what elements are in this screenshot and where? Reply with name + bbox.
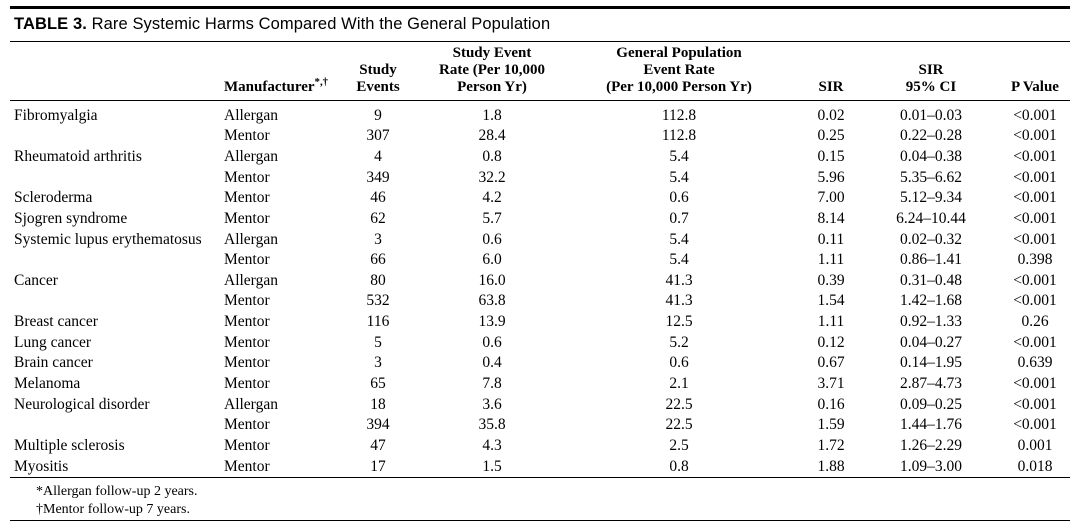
cell-p-value: <0.001 (1013, 333, 1057, 351)
cell-study-event-rate: 4.3 (482, 437, 502, 455)
harms-table-body (10, 105, 1078, 477)
table-row (10, 291, 1078, 312)
cell-gp-rate: 112.8 (661, 127, 697, 145)
table-body (10, 105, 1078, 477)
cell-study-event-rate: 4.2 (482, 189, 502, 207)
cell-sir-ci: 2.87–4.73 (900, 375, 962, 393)
cell-manufacturer: Mentor (224, 189, 270, 207)
table-row (10, 229, 1078, 250)
cell-study-events: 116 (366, 313, 390, 331)
cell-study-events: 17 (370, 457, 386, 475)
header-sir-ci-line2: 95% CI (905, 78, 957, 95)
cell-gp-rate: 0.7 (669, 209, 689, 227)
cell-condition: Breast cancer (14, 313, 98, 331)
cell-manufacturer: Mentor (224, 168, 270, 186)
table-row (10, 271, 1078, 292)
cell-manufacturer: Mentor (224, 354, 270, 372)
cell-gp-rate: 5.4 (669, 147, 689, 165)
cell-study-event-rate: 32.2 (478, 168, 506, 186)
table-row (10, 374, 1078, 395)
cell-p-value: <0.001 (1013, 375, 1057, 393)
cell-p-value: <0.001 (1013, 147, 1057, 165)
cell-sir: 0.02 (817, 106, 845, 124)
cell-sir-ci: 0.01–0.03 (900, 106, 962, 124)
cell-study-events: 3 (374, 354, 382, 372)
table-footnotes (10, 478, 1070, 520)
cell-study-events: 62 (370, 209, 386, 227)
cell-manufacturer: Mentor (224, 333, 270, 351)
header-general-population-rate (566, 42, 792, 100)
cell-condition: Rheumatoid arthritis (14, 147, 142, 165)
table-row (10, 188, 1078, 209)
table-caption-text: Rare Systemic Harms Compared With the General Population (91, 15, 551, 33)
cell-p-value: <0.001 (1013, 395, 1057, 413)
cell-gp-rate: 22.5 (665, 416, 693, 434)
table-row (10, 126, 1078, 147)
table-row (10, 457, 1078, 478)
header-sir-ci-line1: SIR (918, 61, 944, 78)
cell-p-value: <0.001 (1013, 106, 1057, 124)
cell-sir: 0.11 (817, 230, 845, 248)
header-study-events-line1: Study (359, 61, 397, 78)
cell-gp-rate: 5.4 (669, 168, 689, 186)
header-study-event-rate (418, 42, 566, 100)
cell-manufacturer: Allergan (224, 230, 278, 248)
cell-gp-rate: 12.5 (665, 313, 693, 331)
cell-manufacturer: Mentor (224, 457, 270, 475)
table-row (10, 353, 1078, 374)
cell-manufacturer: Allergan (224, 395, 278, 413)
cell-study-event-rate: 35.8 (478, 416, 506, 434)
header-manufacturer-footnote-marks: *,† (314, 75, 329, 88)
cell-condition: Sjogren syndrome (14, 209, 128, 227)
cell-condition: Fibromyalgia (14, 106, 98, 124)
cell-p-value: <0.001 (1013, 292, 1057, 310)
cell-study-events: 66 (370, 251, 386, 269)
cell-sir: 1.88 (817, 457, 845, 475)
cell-sir-ci: 0.86–1.41 (900, 251, 962, 269)
cell-p-value: 0.001 (1017, 437, 1053, 455)
cell-manufacturer: Mentor (224, 209, 270, 227)
cell-study-events: 46 (370, 189, 386, 207)
cell-sir: 0.15 (817, 147, 845, 165)
cell-condition: Myositis (14, 457, 69, 475)
header-sir (792, 42, 870, 100)
cell-sir: 0.25 (817, 127, 845, 145)
table-header (10, 42, 1078, 100)
header-sir-ci (870, 42, 992, 100)
cell-p-value: <0.001 (1013, 271, 1057, 289)
cell-sir: 1.59 (817, 416, 845, 434)
header-manufacturer (222, 42, 338, 100)
cell-gp-rate: 0.6 (669, 189, 689, 207)
cell-gp-rate: 2.5 (669, 437, 689, 455)
cell-p-value: <0.001 (1013, 168, 1057, 186)
cell-gp-rate: 112.8 (661, 106, 697, 124)
cell-manufacturer: Mentor (224, 251, 270, 269)
cell-study-events: 65 (370, 375, 386, 393)
cell-manufacturer: Mentor (224, 416, 270, 434)
cell-study-events: 9 (374, 106, 382, 124)
table-row (10, 147, 1078, 168)
cell-p-value: 0.639 (1017, 354, 1053, 372)
cell-study-events: 4 (374, 147, 382, 165)
cell-sir-ci: 1.09–3.00 (900, 457, 962, 475)
cell-condition: Cancer (14, 271, 58, 289)
footnote-allergan: *Allergan follow-up 2 years. (36, 484, 198, 500)
cell-gp-rate: 0.8 (669, 457, 689, 475)
cell-sir-ci: 0.09–0.25 (900, 395, 962, 413)
header-sir-label: SIR (818, 78, 844, 95)
header-gp-rate-line1: General Population (616, 45, 742, 61)
cell-condition (10, 415, 222, 436)
table-row (10, 250, 1078, 271)
cell-sir: 0.16 (817, 395, 845, 413)
cell-p-value: <0.001 (1013, 230, 1057, 248)
cell-condition: Scleroderma (14, 189, 93, 207)
cell-gp-rate: 41.3 (665, 292, 693, 310)
cell-manufacturer: Mentor (224, 292, 270, 310)
cell-manufacturer: Mentor (224, 375, 270, 393)
cell-p-value: <0.001 (1013, 127, 1057, 145)
cell-gp-rate: 41.3 (665, 271, 693, 289)
header-gp-rate-line2: Event Rate (643, 61, 715, 78)
cell-study-events: 47 (370, 437, 386, 455)
cell-study-events: 5 (374, 333, 382, 351)
cell-study-event-rate: 28.4 (478, 127, 506, 145)
table-row (10, 436, 1078, 457)
table-row (10, 209, 1078, 230)
cell-study-events: 532 (366, 292, 390, 310)
cell-study-event-rate: 6.0 (482, 251, 502, 269)
table-row (10, 395, 1078, 416)
harms-table (10, 42, 1078, 100)
table-row (10, 167, 1078, 188)
cell-sir-ci: 1.26–2.29 (900, 437, 962, 455)
cell-p-value: <0.001 (1013, 209, 1057, 227)
cell-condition (10, 126, 222, 147)
cell-manufacturer: Allergan (224, 106, 278, 124)
cell-sir: 1.72 (817, 437, 845, 455)
cell-sir-ci: 1.44–1.76 (900, 416, 962, 434)
cell-manufacturer: Mentor (224, 437, 270, 455)
header-study-events-line2: Events (356, 78, 400, 95)
cell-condition: Lung cancer (14, 333, 92, 351)
cell-sir: 0.12 (817, 333, 845, 351)
cell-study-events: 80 (370, 271, 386, 289)
cell-p-value: 0.398 (1017, 251, 1053, 269)
cell-condition (10, 167, 222, 188)
cell-manufacturer: Mentor (224, 127, 270, 145)
cell-condition: Neurological disorder (14, 395, 150, 413)
cell-sir: 1.11 (817, 251, 845, 269)
cell-sir-ci: 0.04–0.38 (900, 147, 962, 165)
table-row (10, 105, 1078, 126)
cell-sir: 7.00 (817, 189, 845, 207)
cell-study-event-rate: 1.5 (482, 457, 502, 475)
cell-study-event-rate: 0.4 (482, 354, 502, 372)
cell-study-events: 394 (366, 416, 390, 434)
cell-condition: Melanoma (14, 375, 81, 393)
cell-sir: 3.71 (817, 375, 845, 393)
cell-sir-ci: 5.12–9.34 (900, 189, 962, 207)
cell-study-event-rate: 0.6 (482, 333, 502, 351)
table-caption (10, 9, 1070, 41)
cell-gp-rate: 22.5 (665, 395, 693, 413)
cell-p-value: <0.001 (1013, 189, 1057, 207)
header-study-events (338, 42, 418, 100)
cell-condition (10, 291, 222, 312)
header-p-value-label: P Value (1011, 78, 1059, 95)
cell-sir-ci: 1.42–1.68 (900, 292, 962, 310)
cell-gp-rate: 5.4 (669, 230, 689, 248)
cell-study-event-rate: 16.0 (478, 271, 506, 289)
cell-sir-ci: 0.22–0.28 (900, 127, 962, 145)
cell-study-events: 349 (366, 168, 390, 186)
table-3-container (0, 6, 1080, 517)
cell-study-events: 18 (370, 395, 386, 413)
cell-sir-ci: 0.04–0.27 (900, 333, 962, 351)
cell-sir: 8.14 (817, 209, 845, 227)
cell-gp-rate: 5.2 (669, 333, 689, 351)
cell-condition (10, 250, 222, 271)
cell-sir: 5.96 (817, 168, 845, 186)
header-study-event-rate-line2: Rate (Per 10,000 (439, 61, 545, 78)
cell-study-event-rate: 1.8 (482, 106, 502, 124)
cell-p-value: 0.018 (1017, 457, 1053, 475)
cell-study-event-rate: 13.9 (478, 313, 506, 331)
cell-sir: 1.11 (817, 313, 845, 331)
cell-study-event-rate: 0.8 (482, 147, 502, 165)
cell-p-value: <0.001 (1013, 416, 1057, 434)
cell-study-event-rate: 3.6 (482, 395, 502, 413)
cell-study-event-rate: 5.7 (482, 209, 502, 227)
table-row (10, 415, 1078, 436)
header-study-event-rate-line1: Study Event (452, 45, 532, 61)
cell-gp-rate: 5.4 (669, 251, 689, 269)
table-caption-label: TABLE 3. (14, 15, 87, 33)
cell-gp-rate: 0.6 (669, 354, 689, 372)
table-row (10, 312, 1078, 333)
footnote-mentor: †Mentor follow-up 7 years. (36, 501, 190, 517)
cell-sir-ci: 0.92–1.33 (900, 313, 962, 331)
cell-sir: 0.39 (817, 271, 845, 289)
cell-sir: 1.54 (817, 292, 845, 310)
cell-sir-ci: 0.14–1.95 (900, 354, 962, 372)
header-p-value (992, 42, 1078, 100)
cell-study-events: 3 (374, 230, 382, 248)
cell-sir-ci: 6.24–10.44 (896, 209, 966, 227)
header-condition (10, 42, 222, 100)
cell-study-event-rate: 7.8 (482, 375, 502, 393)
cell-study-event-rate: 63.8 (478, 292, 506, 310)
cell-gp-rate: 2.1 (669, 375, 689, 393)
cell-manufacturer: Allergan (224, 147, 278, 165)
cell-condition: Brain cancer (14, 354, 93, 372)
header-gp-rate-line3: (Per 10,000 Person Yr) (606, 78, 752, 95)
cell-study-events: 307 (366, 127, 390, 145)
header-study-event-rate-line3: Person Yr) (457, 78, 527, 95)
cell-condition: Systemic lupus erythematosus (14, 230, 202, 248)
header-manufacturer-label: Manufacturer (224, 78, 315, 95)
cell-p-value: 0.26 (1021, 313, 1049, 331)
cell-manufacturer: Allergan (224, 271, 278, 289)
table-row (10, 333, 1078, 354)
cell-study-event-rate: 0.6 (482, 230, 502, 248)
cell-manufacturer: Mentor (224, 313, 270, 331)
cell-sir-ci: 0.31–0.48 (900, 271, 962, 289)
cell-sir: 0.67 (817, 354, 845, 372)
cell-sir-ci: 0.02–0.32 (900, 230, 962, 248)
cell-condition: Multiple sclerosis (14, 437, 125, 455)
cell-sir-ci: 5.35–6.62 (900, 168, 962, 186)
